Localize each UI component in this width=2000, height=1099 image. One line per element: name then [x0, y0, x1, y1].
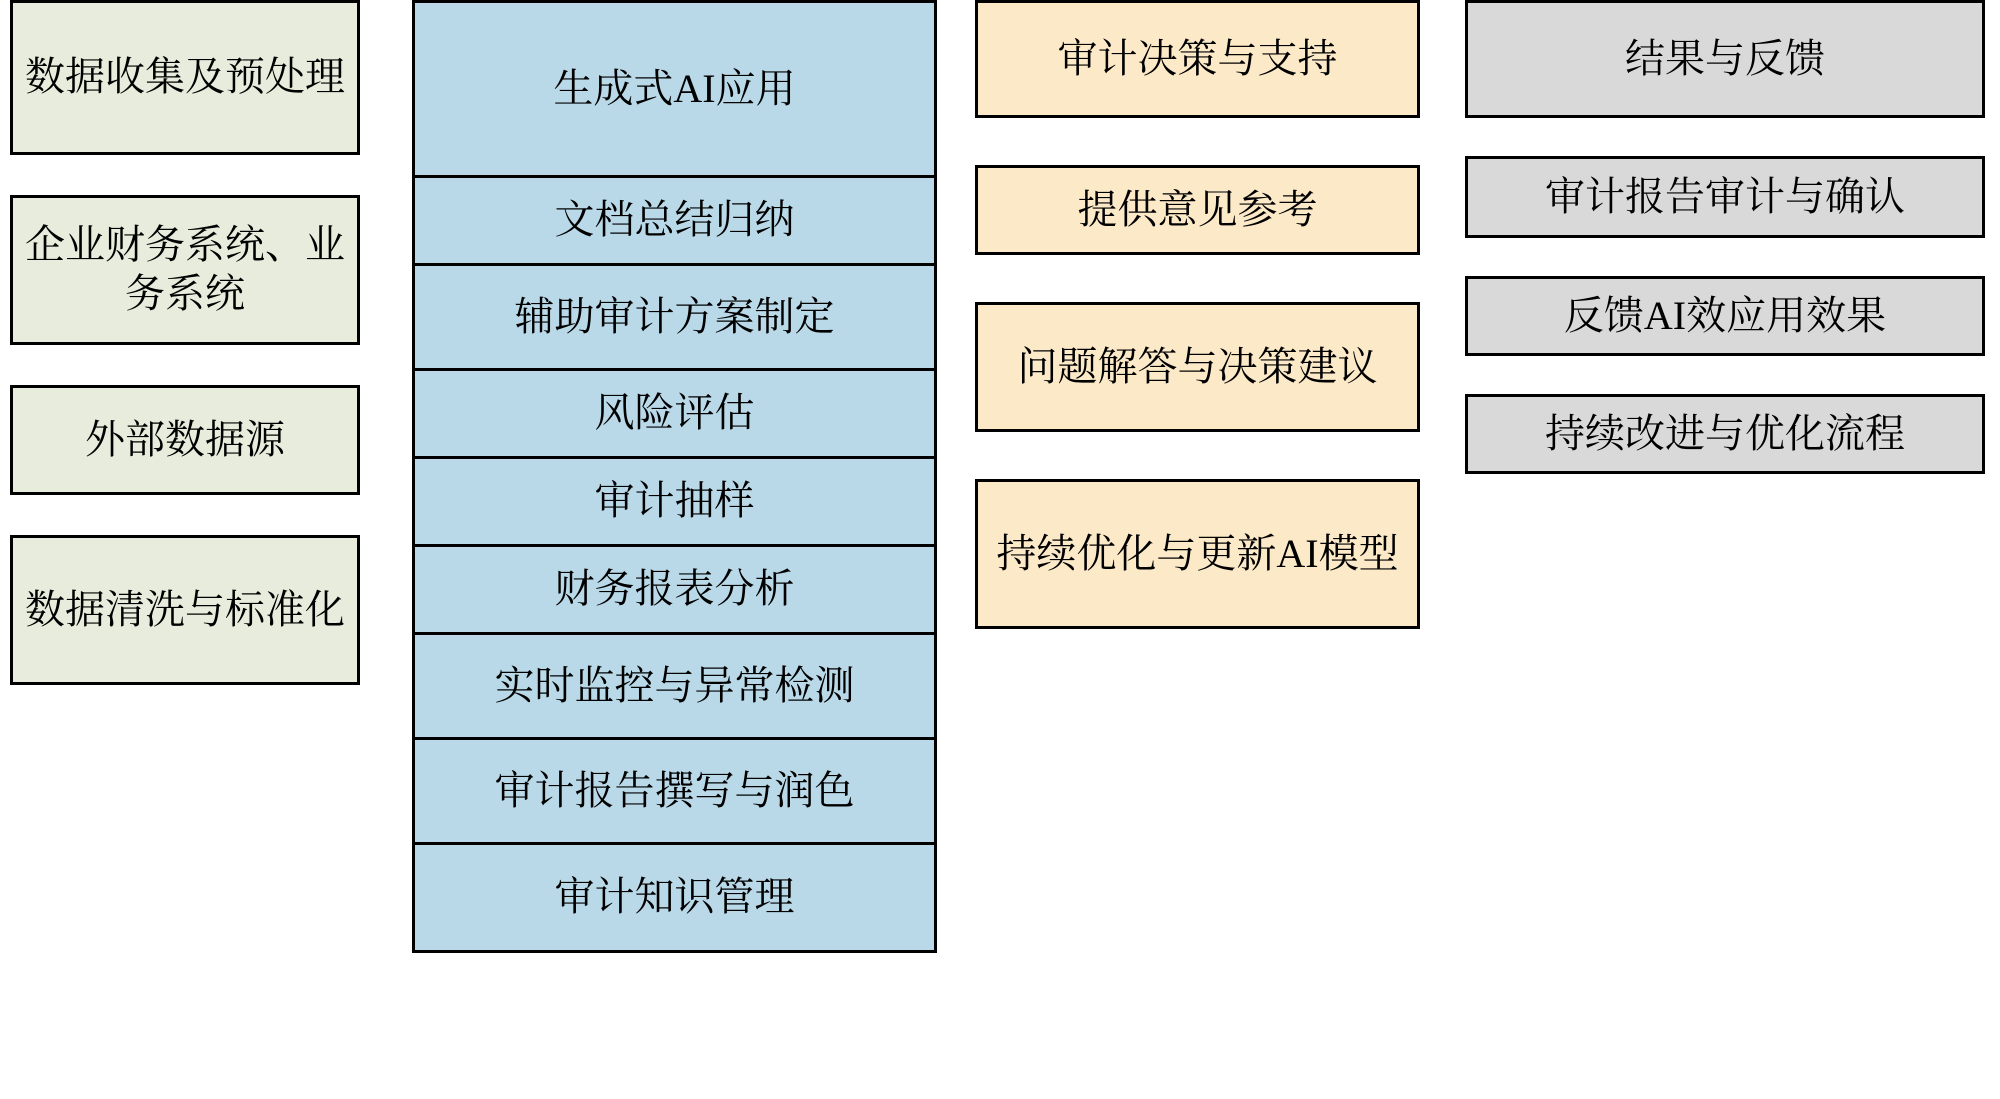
block-audit-sampling: 审计抽样 [415, 459, 934, 547]
block-report-review-confirm: 审计报告审计与确认 [1465, 156, 1985, 238]
block-report-writing: 审计报告撰写与润色 [415, 740, 934, 845]
block-financial-statement-analysis: 财务报表分析 [415, 547, 934, 635]
column-data-input [10, 0, 360, 685]
block-realtime-monitoring: 实时监控与异常检测 [415, 635, 934, 740]
block-data-cleaning: 数据清洗与标准化 [10, 535, 360, 685]
column-ai-applications [412, 0, 937, 953]
block-audit-decision-support: 审计决策与支持 [975, 0, 1420, 118]
block-data-collection: 数据收集及预处理 [10, 0, 360, 155]
column-decision-support [975, 0, 1420, 629]
block-risk-assessment: 风险评估 [415, 371, 934, 459]
block-generative-ai-application: 生成式AI应用 [415, 3, 934, 178]
block-document-summary: 文档总结归纳 [415, 178, 934, 266]
block-external-data-source: 外部数据源 [10, 385, 360, 495]
block-audit-knowledge-management: 审计知识管理 [415, 845, 934, 950]
block-results-and-feedback: 结果与反馈 [1465, 0, 1985, 118]
block-opinion-reference: 提供意见参考 [975, 165, 1420, 255]
block-feedback-ai-effect: 反馈AI效应用效果 [1465, 276, 1985, 356]
block-continuous-improvement: 持续改进与优化流程 [1465, 394, 1985, 474]
block-qa-and-suggestion: 问题解答与决策建议 [975, 302, 1420, 432]
column-results-feedback [1465, 0, 1985, 474]
block-audit-plan-assist: 辅助审计方案制定 [415, 266, 934, 371]
block-continuous-model-update: 持续优化与更新AI模型 [975, 479, 1420, 629]
block-enterprise-systems: 企业财务系统、业务系统 [10, 195, 360, 345]
